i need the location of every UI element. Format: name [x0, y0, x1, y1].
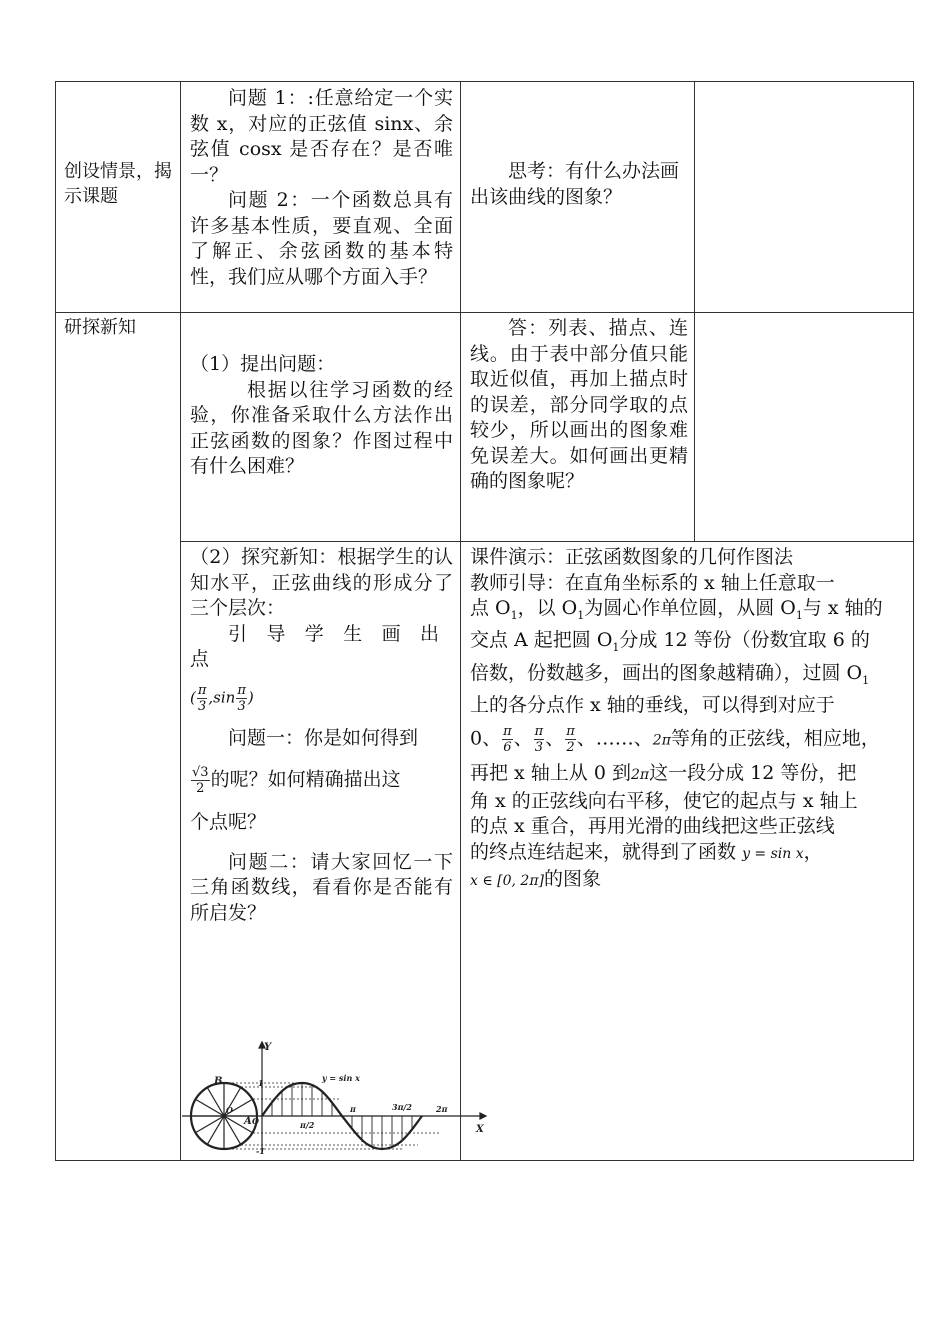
demo-line-5: 上的各分点作 x 轴的垂线，可以得到对应于: [470, 693, 835, 716]
row3-right-text: [470, 545, 910, 895]
guide-text: 引导学生画出点: [190, 622, 453, 670]
question-b: 问题二：请大家回忆一下三角函数线，看看你是否能有所启发？: [190, 850, 453, 924]
tick-one-label: 1: [258, 1078, 264, 1088]
tick-two-pi-label: 2π: [436, 1104, 448, 1114]
think-text: 思考：有什么办法画出该曲线的图象？: [470, 160, 680, 208]
demo-line-6: 0、 $\frac{\pi}{6}$ 、 $\frac{\pi}{3}$ 、 $\frac{\pi}{2}$ 、……、2π等角的正弦线，相应地，: [470, 724, 880, 756]
pi-over-3-frac: $\frac{\pi}{3}$: [534, 724, 544, 756]
sqrt3-over-2-frac: $\frac{√3}{2}$: [192, 765, 209, 796]
table-top-border: [55, 81, 914, 82]
pi-over-3-frac-b: $\frac{\pi}{3}$: [237, 682, 246, 714]
row2-question: [190, 352, 453, 480]
tick-pi-label: π: [350, 1104, 356, 1114]
tick-neg-one-label: -1: [256, 1146, 265, 1156]
row2-bottom-border: [180, 541, 914, 542]
row1-think: [470, 159, 688, 210]
question-a: [190, 726, 453, 752]
col3-divider-upper: [694, 81, 695, 542]
question-a-prefix: 问题一：你是如何得到: [228, 726, 419, 749]
demo-line-7: 再把 x 轴上从 0 到2π这一段分成 12 等份，把: [470, 762, 857, 785]
demo-line-1: 教师引导：在直角坐标系的 x 轴上任意取一: [470, 571, 835, 594]
col2-divider: [460, 81, 461, 1161]
col1-divider: [180, 81, 181, 1161]
pi-over-6-frac: $\frac{\pi}{6}$: [503, 724, 512, 756]
row1-bottom-border: [55, 312, 914, 313]
row2-label-text: 研探新知: [64, 317, 136, 338]
question-a-end: 个点呢？: [190, 811, 267, 833]
row1-label: [64, 159, 174, 209]
demo-title: 课件演示：正弦函数图象的几何作图法: [470, 546, 794, 568]
y-axis-label: Y: [264, 1042, 272, 1053]
guide-line: [190, 622, 453, 673]
demo-line-10: 的终点连结起来，就得到了函数 y = sin x，: [470, 840, 823, 863]
x-axis-label: X: [476, 1124, 484, 1135]
demo-line-4: 倍数，份数越多，画出的图象越精确），过圆 $O_1$: [470, 661, 870, 687]
pi-over-3-frac-a: $\frac{\pi}{3}$: [197, 682, 207, 714]
demo-line-8: 角 x 的正弦线向右平移，使它的起点与 x 轴上: [470, 789, 858, 812]
x-axis-arrow: [480, 1113, 486, 1119]
center-o1-label: O: [226, 1105, 233, 1115]
table-bottom-border: [55, 1160, 914, 1161]
demo-line-9: 的点 x 重合，再用光滑的曲线把这些正弦线: [470, 815, 835, 838]
tick-three-half-pi-label: 3π/2: [392, 1102, 412, 1112]
demo-line-2: 点 $O_1$，以 $O_1$为圆心作单位圆，从圆 $O_1$与 x 轴的: [470, 597, 883, 622]
tick-half-pi-label: π/2: [300, 1120, 315, 1130]
table-right-border: [913, 81, 914, 1161]
demo-line-3: 交点 A 起把圆 $O_1$分成 12 等份（份数宜取 6 的: [470, 629, 870, 655]
question-a-line2: [190, 765, 453, 796]
point-b-label: B: [214, 1076, 223, 1087]
question-2: 问题 2：一个函数总具有许多基本性质，要直观、全面了解正、余弦函数的基本特性，我们应从哪个方面入手？: [190, 189, 453, 288]
answer-text: 答：列表、描点、连线。由于表中部分值只能取近似值，再加上描点时的误差，部分同学取的点较少，所以画出的图象难免误差大。如何画出更精确的图象呢？: [470, 317, 688, 492]
pi-over-2-frac: $\frac{\pi}{2}$: [566, 724, 575, 756]
origin-label: O: [252, 1116, 259, 1126]
problem-1-body: 根据以往学习函数的经验，你准备采取什么方法作出正弦函数的图象？作图过程中有什么困难？: [190, 378, 453, 477]
question-1: 问题 1：:任意给定一个实数 x，对应的正弦值 sinx、余弦值 cosx 是否存在？是否唯一？: [190, 87, 453, 186]
curve-label: y = sin x: [322, 1073, 360, 1083]
sine-construction-figure: [180, 1040, 500, 1160]
row2-label: [64, 315, 174, 340]
question-a-suffix: 的呢？如何精确描出这: [210, 768, 401, 791]
row3-left-text: [190, 545, 453, 926]
row2-answer: [470, 316, 688, 495]
explore-intro: （2）探究新知：根据学生的认知水平，正弦曲线的形成分了三个层次：: [190, 546, 453, 619]
point-a-label: A: [244, 1116, 252, 1127]
row1-questions: [190, 86, 453, 290]
table-left-border: [55, 81, 56, 1161]
row1-label-text: 创设情景，揭示课题: [64, 161, 172, 207]
problem-1-title: （1）提出问题：: [190, 353, 336, 375]
point-formula: ( $\frac{\pi}{3}$ ,sin $\frac{\pi}{3}$ ): [190, 682, 254, 714]
demo-line-11: x ∈ [0, 2π]的图象: [470, 868, 602, 891]
